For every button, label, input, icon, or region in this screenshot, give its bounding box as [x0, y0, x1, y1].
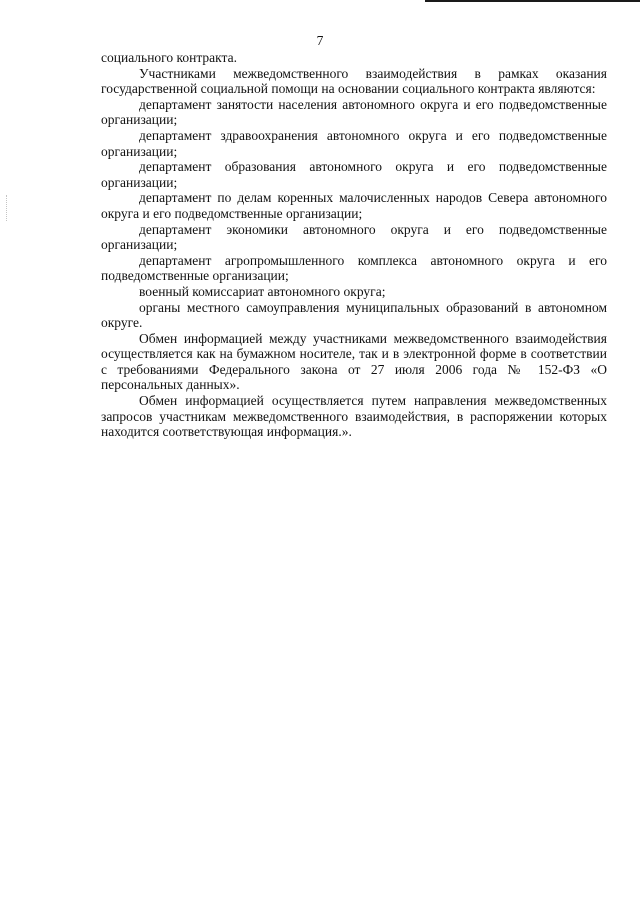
document-body — [101, 50, 607, 440]
list-item-military-commissariat: военный комиссариат автономного округа; — [139, 283, 386, 299]
scan-margin-marks — [6, 195, 9, 221]
list-item-employment-department: департамент занятости населения автономного округа и его подведомственные организации; — [101, 96, 607, 128]
page-number: 7 — [316, 33, 324, 48]
paragraph-information-exchange-requests: Обмен информацией осуществляется путем направления межведомственных запросов участникам межведомственного взаимодействия, в распоряжении которых находится соответствующая информация.». — [101, 393, 607, 440]
list-item-health-department: департамент здравоохранения автономного округа и его подведомственные организации; — [101, 127, 607, 159]
paragraph-continuation: социального контракта. — [101, 50, 237, 65]
top-edge-rule — [425, 0, 640, 2]
list-item-agroindustrial-department: департамент агропромышленного комплекса автономного округа и его подведомственные организации; — [101, 252, 607, 284]
list-item-education-department: департамент образования автономного округа и его подведомственные организации; — [101, 159, 607, 190]
list-item-indigenous-peoples-department: департамент по делам коренных малочисленных народов Севера автономного округа и его подведомственные организации; — [101, 190, 607, 221]
list-item-economy-department: департамент экономики автономного округа и его подведомственные организации; — [101, 221, 607, 253]
list-item-local-self-government: органы местного самоуправления муниципальных образований в автономном округе. — [101, 299, 607, 331]
paragraph-participants-intro: Участниками межведомственного взаимодействия в рамках оказания государственной социальной помощи на основании социального контракта являются: — [101, 65, 607, 97]
paragraph-information-exchange-forms: Обмен информацией между участниками межведомственного взаимодействия осуществляется как на бумажном носителе, так и в электронной форме в соответствии с требованиями Федерального закона от 27 июля 2006 года № 152-ФЗ «О персональных данных». — [101, 330, 607, 393]
